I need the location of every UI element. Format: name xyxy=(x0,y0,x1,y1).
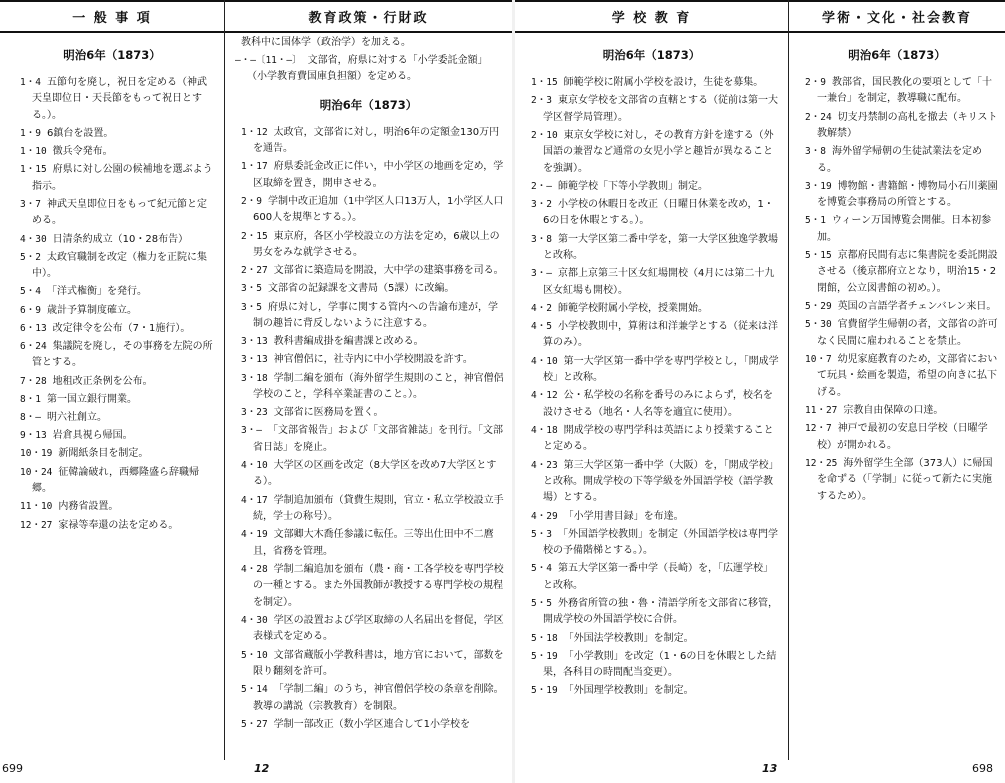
chronology-entry xyxy=(241,281,504,297)
entry-text: 学制追加頒布（貸費生規則，官立・私立学校設立手続，学士の称号）。 xyxy=(253,494,504,523)
entry-text: 第一大学区第一番中学を専門学校とし，「開成学校」と改称。 xyxy=(543,355,779,384)
entry-date: 5・15 xyxy=(805,250,832,262)
entry-date: 2・24 xyxy=(805,111,832,123)
entry-text: 五節句を廃し，祝日を定める（神武天皇即位日・天長節をもって祝日とする。）。 xyxy=(32,77,207,121)
entry-text: 第一国立銀行開業。 xyxy=(46,393,137,405)
entry-text: 「学制二編」のうち，神官僧侶学校の条章を削除。教導の講説（宗教教育）を制限。 xyxy=(253,684,504,712)
entry-date: 10・7 xyxy=(805,353,832,365)
chronology-entry xyxy=(241,613,504,646)
chronology-entry xyxy=(20,162,216,195)
entry-date: 4・23 xyxy=(531,459,558,471)
entry-date: 5・4 xyxy=(531,563,552,575)
continuation-text xyxy=(789,33,1005,35)
entry-text: 文部省に医務局を置く。 xyxy=(273,407,384,419)
chronology-entry xyxy=(241,423,504,456)
entry-text: 学制中改正追加（1中学区人口13万人，1小学区人口600人を規準とする。）。 xyxy=(253,196,504,224)
chronology-entry xyxy=(20,197,216,230)
entry-text: 小学校教則中，算術は和洋兼学とする（従来は洋算のみ）。 xyxy=(543,321,778,349)
entry-text: 文部省蔵版小学教科書は，地方官において，部数を限り翻刻を許可。 xyxy=(253,649,504,677)
entry-text: 京都上京第三十区女紅場開校（4月には第二十九区女紅場も開校）。 xyxy=(543,268,775,296)
entry-date: 2・― xyxy=(531,180,552,192)
entry-date: 12・27 xyxy=(20,519,53,531)
chronology-entry xyxy=(805,421,999,454)
year-label: 明治6年（1873） xyxy=(602,48,701,62)
chronology-entry xyxy=(241,159,504,192)
entry-text: 学制二編を頒布（海外留学生規則のこと，神官僧侶学校のこと，学科卒業証書のこと。）。 xyxy=(253,372,504,401)
continuation-text xyxy=(515,33,788,35)
page-number-inner-right: 13 xyxy=(762,762,778,775)
entry-text: 「文部省報告」および「文部省雑誌」を刊行。「文部省日誌」を廃止。 xyxy=(253,425,503,453)
entry-date: 5・19 xyxy=(531,650,558,662)
chronology-entry xyxy=(20,250,216,283)
entry-text: 博物館・書籍館・博物局小石川薬園を博覧会事務局の所管とする。 xyxy=(817,180,998,209)
column-education-policy xyxy=(224,0,512,760)
year-label: 明治6年（1873） xyxy=(63,48,161,62)
chronology-entry xyxy=(241,334,504,350)
chronology-entry xyxy=(531,631,780,647)
entry-date: 1・15 xyxy=(20,164,47,176)
entry-text: 「外国理学校教則」を制定。 xyxy=(563,685,694,697)
chronology-entry xyxy=(20,446,216,462)
chronology-entry xyxy=(241,229,504,262)
entry-text: 小学校の休暇日を改正（日曜日休業を改め，1・6の日を休暇とする。）。 xyxy=(543,199,774,227)
entry-text: 家禄等奉還の法を定める。 xyxy=(58,519,179,531)
continuation-text xyxy=(225,33,512,85)
entry-list xyxy=(225,125,512,733)
entry-date: 6・24 xyxy=(20,341,47,353)
entry-text: 師範学校「下等小学教則」制定。 xyxy=(557,180,708,192)
entry-text: 地租改正条例を公布。 xyxy=(52,375,153,387)
chronology-entry xyxy=(531,561,780,594)
entry-text: 第五大学区第一番中学（長崎）を，「広運学校」と改称。 xyxy=(543,563,773,591)
chronology-entry xyxy=(241,263,504,279)
entry-date: 5・4 xyxy=(20,286,41,298)
entry-text: 師範学校附属小学校，授業開始。 xyxy=(557,302,708,314)
entry-text: 6鎮台を設置。 xyxy=(46,128,114,140)
entry-date: 3・13 xyxy=(241,336,268,348)
chronology-entry xyxy=(20,75,216,124)
chronology-entry xyxy=(531,197,780,230)
entry-text: 外務省所管の独・魯・清語学所を文部省に移管，開成学校の外国語学校に合併。 xyxy=(543,597,778,626)
entry-text: 文部省の記録課を文書局（5課）に改編。 xyxy=(267,283,455,295)
entry-date: 5・30 xyxy=(805,319,832,331)
chronology-entry xyxy=(20,465,216,498)
entry-text: 新聞紙条目を制定。 xyxy=(58,448,149,460)
chronology-entry xyxy=(531,509,780,525)
entry-date: 2・10 xyxy=(531,129,558,141)
column-header: 一 般 事 項 xyxy=(0,0,224,33)
chronology-entry xyxy=(805,213,999,246)
chronology-entry xyxy=(531,128,780,177)
entry-text: 東京女学校を文部省の直轄とする（従前は第一大学区督学局管理）。 xyxy=(543,95,778,123)
entry-date: 1・12 xyxy=(241,126,268,138)
entry-date: 7・28 xyxy=(20,375,47,387)
chronology-entry xyxy=(531,266,780,299)
entry-date: 8・― xyxy=(20,412,41,424)
entry-date: 3・7 xyxy=(20,199,41,211)
entry-date: 6・9 xyxy=(20,304,41,316)
chronology-entry xyxy=(241,194,504,227)
entry-date: 8・1 xyxy=(20,393,41,405)
entry-date: 12・25 xyxy=(805,457,838,469)
chronology-entry xyxy=(20,144,216,160)
entry-text: 太政官職制を改定（権力を正院に集中）。 xyxy=(32,251,207,280)
entry-date: 10・19 xyxy=(20,448,53,460)
entry-text: 太政官，文部省に対し，明治6年の定額金130万円を通告。 xyxy=(253,126,500,155)
entry-date: 1・4 xyxy=(20,77,41,88)
chronology-entry xyxy=(531,301,780,317)
entry-date: 4・29 xyxy=(531,510,558,522)
chronology-entry xyxy=(531,319,780,352)
entry-text: 切支丹禁制の高札を撤去（キリスト教解禁） xyxy=(817,111,998,140)
chronology-entry xyxy=(20,428,216,444)
entry-text: 開成学校の専門学科は英語により授業することと定める。 xyxy=(543,424,774,453)
page-number-left: 699 xyxy=(2,762,23,775)
entry-text: 府県に対し，学事に関する管内への告諭布達が，学制の趣旨に背反しないように注意する。 xyxy=(253,301,498,330)
entry-text: 学制二編追加を頒布（農・商・工各学校を専門学校の一種とする。また外国教師が教授する専門学校の規程を制定）。 xyxy=(253,563,504,608)
entry-date: 3・23 xyxy=(241,407,268,419)
entry-date: 3・5 xyxy=(241,301,262,313)
year-label: 明治6年（1873） xyxy=(848,48,946,62)
entry-text: 教部省，国民教化の要項として「十一兼台」を制定，教導職に配布。 xyxy=(817,77,992,105)
entry-list xyxy=(0,75,224,534)
chronology-entry xyxy=(241,300,504,333)
page-number-inner-left: 12 xyxy=(254,762,270,775)
entry-date: 3・2 xyxy=(531,199,552,211)
chronology-entry xyxy=(531,179,780,195)
entry-text: 師範学校に附属小学校を設け，生徒を募集。 xyxy=(563,77,764,88)
chronology-entry xyxy=(20,321,216,337)
column-header: 教育政策・行財政 xyxy=(225,0,512,33)
entry-date: 5・3 xyxy=(531,528,552,540)
continuation-line xyxy=(235,35,502,51)
entry-date: 5・1 xyxy=(805,215,826,227)
column-header: 学 校 教 育 xyxy=(515,0,788,33)
chronology-entry xyxy=(20,518,216,534)
chronology-entry xyxy=(531,423,780,456)
chronology-entry xyxy=(805,352,999,401)
entry-text: 「小学教則」を改定（1・6の日を休暇とした結果，各科目の時間配当変更）。 xyxy=(543,650,777,679)
chronology-entry xyxy=(805,110,999,143)
entry-date: ―・―〔11・―〕 xyxy=(235,54,302,66)
chronology-entry xyxy=(241,562,504,611)
entry-date: 5・19 xyxy=(531,685,558,697)
column-general-affairs xyxy=(0,0,224,760)
entry-text: 教科書編成掛を編書課と改める。 xyxy=(273,336,424,348)
entry-text: 征韓論破れ，西郷隆盛ら辞職帰郷。 xyxy=(32,466,199,495)
entry-date: 4・28 xyxy=(241,563,268,575)
chronology-entry xyxy=(20,232,216,248)
column-academic-culture xyxy=(788,0,1005,760)
entry-text: 明六社創立。 xyxy=(46,412,107,424)
chronology-entry xyxy=(805,75,999,108)
entry-text: 第一大学区第二番中学を，第一大学区独逸学教場と改称。 xyxy=(543,233,778,262)
entry-text: 官費留学生帰朝の者，文部省の許可なく民間に雇われることを禁止。 xyxy=(817,319,998,347)
entry-date: 4・2 xyxy=(531,302,552,314)
chronology-entry xyxy=(805,403,999,419)
entry-text: 学区の設置および学区取締の人名届出を督促，学区表様式を定める。 xyxy=(253,614,504,643)
entry-date: 5・5 xyxy=(531,597,552,609)
entry-date: 4・18 xyxy=(531,424,558,436)
chronology-entry xyxy=(531,527,780,560)
entry-text: 「外国語学校教則」を制定（外国語学校は専門学校の予備階梯とする。）。 xyxy=(543,528,778,557)
entry-text: 集議院を廃し，その事務を左院の所管とする。 xyxy=(32,341,213,369)
entry-date: 4・17 xyxy=(241,494,268,506)
entry-date: 3・18 xyxy=(241,372,268,384)
chronology-entry xyxy=(531,354,780,387)
entry-date: 10・24 xyxy=(20,466,53,478)
chronology-entry xyxy=(20,410,216,426)
chronology-entry xyxy=(531,388,780,421)
entry-date: 4・12 xyxy=(531,390,558,402)
entry-date: 3・13 xyxy=(241,354,268,366)
entry-text: 府県委託金改正に伴い，中小学区の地画を定め，学区取締を置き，開申させる。 xyxy=(253,161,504,189)
chronology-entry xyxy=(805,144,999,177)
entry-date: 1・10 xyxy=(20,146,47,158)
chronology-entry xyxy=(531,458,780,507)
chronology-entry xyxy=(241,493,504,526)
entry-date: 5・14 xyxy=(241,684,268,696)
entry-date: 2・9 xyxy=(805,77,826,88)
chronology-entry xyxy=(20,374,216,390)
entry-date: 1・15 xyxy=(531,77,558,88)
entry-text: 文部省，府県に対する「小学委託金額」（小学教育費国庫負担額）を定める。 xyxy=(247,54,488,82)
year-label: 明治6年（1873） xyxy=(319,97,418,112)
entry-text: 第三大学区第一番中学（大阪）を，「開成学校」と改称。開成学校の下等学級を外国語学校（語学教場）とする。 xyxy=(543,459,779,504)
chronology-entry xyxy=(20,339,216,372)
chronology-entry xyxy=(531,232,780,265)
entry-date: 5・10 xyxy=(241,649,268,661)
column-header: 学術・文化・社会教育 xyxy=(789,0,1005,33)
entry-text: 東京女学校に対し，その教育方針を達する（外国語の兼習など通常の女児小学と趣旨が異なることを強調）。 xyxy=(543,129,774,174)
entry-date: 3・19 xyxy=(805,180,832,192)
chronology-entry xyxy=(241,125,504,158)
entry-text: 「小学用書目録」を布達。 xyxy=(563,510,684,522)
entry-date: 11・27 xyxy=(805,404,838,416)
entry-text: 「外国法学校教則」を制定。 xyxy=(563,632,694,644)
entry-date: 3・― xyxy=(531,268,552,280)
chronology-entry xyxy=(241,458,504,491)
entry-date: 1・17 xyxy=(241,161,268,173)
entry-text: 海外留学生全部（373人）に帰国を命ずる（「学制」に従って新たに実施するため）。 xyxy=(817,457,993,502)
entry-date: 4・10 xyxy=(241,460,268,472)
entry-date: 12・7 xyxy=(805,423,832,435)
chronology-entry xyxy=(805,317,999,350)
entry-date: 3・8 xyxy=(805,146,826,158)
entry-text: 宗教自由保障の口達。 xyxy=(843,404,944,416)
entry-date: 2・15 xyxy=(241,230,268,242)
entry-text: 徴兵令発布。 xyxy=(52,146,113,158)
entry-text: 大学区の区画を改定（8大学区を改め7大学区とする）。 xyxy=(253,460,497,488)
chronology-entry xyxy=(20,392,216,408)
entry-text: 岩倉具視ら帰国。 xyxy=(52,430,133,442)
continuation-text xyxy=(0,33,224,35)
chronology-entry xyxy=(531,93,780,126)
page-number-right: 698 xyxy=(972,762,993,775)
entry-date: 3・― xyxy=(241,425,262,437)
chronology-entry xyxy=(531,683,780,699)
chronology-entry xyxy=(241,371,504,404)
entry-date: 4・30 xyxy=(241,614,268,626)
entry-date: 5・29 xyxy=(805,301,832,313)
entry-text: 神戸で最初の安息日学校（日曜学校）が開かれる。 xyxy=(817,423,988,451)
entry-date: 11・10 xyxy=(20,501,53,513)
entry-text: 府県に対し公園の候補地を選ぶよう指示。 xyxy=(32,164,213,192)
entry-text: ウィーン万国博覧会開催。日本初参加。 xyxy=(817,215,992,243)
chronology-entry xyxy=(241,352,504,368)
chronology-entry xyxy=(20,499,216,515)
entry-text: 内務省設置。 xyxy=(58,501,119,513)
chronology-entry xyxy=(531,75,780,91)
entry-date: 2・9 xyxy=(241,196,262,208)
entry-date: 4・30 xyxy=(20,233,47,245)
entry-text: 改定律令を公布（7・1施行）。 xyxy=(52,322,191,334)
entry-date: 5・2 xyxy=(20,251,41,263)
entry-text: 京都府民間有志に集書院を委託開設させる（後京都府立となり，明治15・2閉館，公立図書館の初め。）。 xyxy=(817,250,998,294)
entry-list xyxy=(789,75,1005,505)
chronology-entry xyxy=(241,405,504,421)
entry-date: 4・10 xyxy=(531,355,558,367)
entry-date: 5・18 xyxy=(531,632,558,644)
entry-text: 幼児家庭教育のため，文部省において玩具・絵画を製造，希望の向きに払下げる。 xyxy=(817,353,998,398)
chronology-entry xyxy=(805,299,999,315)
entry-text: 文部省に築造局を開設，大中学の建築事務を司る。 xyxy=(273,265,504,277)
entry-text: 文部卿大木喬任参議に転任。三等出仕田中不二麿且，省務を管理。 xyxy=(253,529,494,557)
entry-date: 5・27 xyxy=(241,718,268,730)
entry-date: 9・13 xyxy=(20,430,47,442)
entry-text: 公・私学校の名称を番号のみによらず，校名を設けさせる（地名・人名等を適宜に使用）。 xyxy=(543,390,773,418)
entry-text: 東京府，各区小学校設立の方法を定め，6歳以上の男女をみな就学させる。 xyxy=(253,230,500,259)
entry-date: 3・8 xyxy=(531,233,552,245)
entry-date: 2・27 xyxy=(241,265,268,277)
entry-text: 歳計予算制度確立。 xyxy=(46,304,137,316)
chronology-entry xyxy=(241,682,504,715)
entry-text: 神武天皇即位日をもって紀元節と定める。 xyxy=(32,199,207,227)
entry-text: 学制一部改正（数小学区連合して1小学校を xyxy=(273,718,471,730)
chronology-entry xyxy=(20,303,216,319)
chronology-entry xyxy=(805,179,999,212)
chronology-entry xyxy=(20,284,216,300)
continuation-line xyxy=(235,53,502,85)
chronology-entry xyxy=(20,126,216,142)
chronology-entry xyxy=(805,456,999,505)
entry-text: 海外留学帰朝の生徒試業法を定める。 xyxy=(817,146,982,174)
chronology-entry xyxy=(241,527,504,560)
entry-date: 6・13 xyxy=(20,322,47,334)
chronology-entry xyxy=(531,596,780,629)
chronology-entry xyxy=(805,248,999,297)
entry-date: 2・3 xyxy=(531,95,552,107)
chronology-entry xyxy=(241,717,504,733)
entry-date: 3・5 xyxy=(241,283,262,295)
entry-date: 4・19 xyxy=(241,529,268,541)
entry-text: 神官僧侶に，社寺内に中小学校開設を許す。 xyxy=(273,354,473,366)
column-school-education xyxy=(515,0,788,760)
entry-text: 「洋式権衡」を発行。 xyxy=(46,286,147,298)
entry-text: 教科中に国体学（政治学）を加える。 xyxy=(241,37,411,48)
entry-date: 4・5 xyxy=(531,321,552,333)
entry-list xyxy=(515,75,788,700)
chronology-entry xyxy=(241,648,504,681)
chronology-entry xyxy=(531,649,780,682)
entry-text: 日清条約成立（10・28布告） xyxy=(52,233,189,245)
entry-date: 1・9 xyxy=(20,128,41,140)
entry-text: 英国の言語学者チェンバレン来日。 xyxy=(837,301,997,313)
